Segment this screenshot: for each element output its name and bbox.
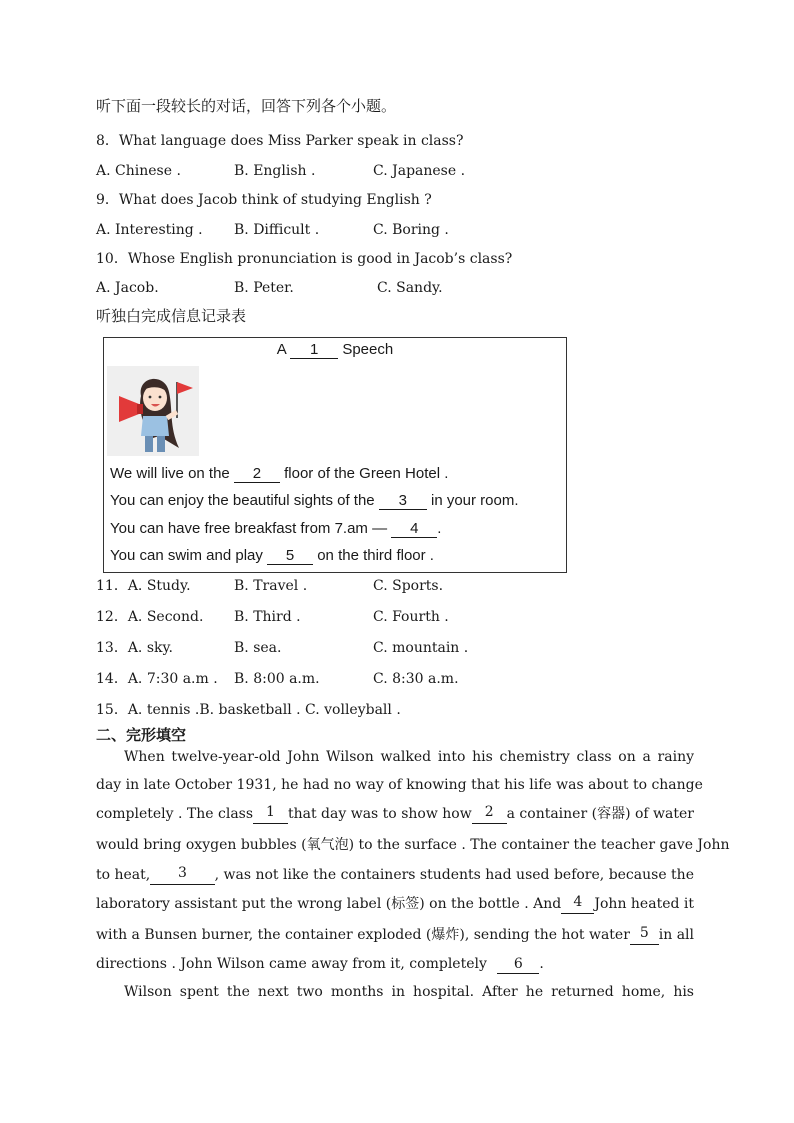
blank-3: 3: [379, 492, 427, 510]
question-10-options: [96, 278, 696, 298]
passage-line-4: would bring oxygen bubbles (氧气泡) to the surface . The container the teacher gave John: [96, 837, 730, 853]
question-8-options: [96, 161, 696, 181]
table-line-3: You can have free breakfast from 7.am — 4 .: [110, 520, 442, 537]
passage-line-7: with a Bunsen burner, the container exploded (爆炸), sending the hot water 5 in all: [96, 925, 694, 943]
option-a: A. Jacob.: [96, 280, 159, 296]
question-14-options: 14．A. 7:30 a.m . B. 8:00 a.m. C. 8:30 a.m.: [96, 671, 459, 687]
passage-line-2: day in late October 1931, he had no way of knowing that his life was about to change: [96, 777, 703, 793]
cloze-blank-4: 4: [561, 894, 594, 914]
blank-5: 5: [267, 547, 313, 565]
question-9: 9．What does Jacob think of studying English ?: [96, 192, 432, 208]
passage-line-8: directions . John Wilson came away from it, completely 6 .: [96, 956, 544, 972]
question-11-options: 11．A. Study. B. Travel . C. Sports.: [96, 578, 444, 594]
option-a: A. Chinese .: [96, 163, 181, 179]
passage-line-6: laboratory assistant put the wrong label (标签) on the bottle . And 4 John heated it: [96, 894, 694, 912]
blank-2: 2: [234, 465, 280, 483]
question-9-options: [96, 220, 696, 240]
blank-4: 4: [391, 520, 437, 538]
option-b: B. Difficult .: [234, 222, 320, 238]
question-12-options: 12．A. Second. B. Third . C. Fourth .: [96, 609, 449, 625]
question-15-options: 15．A. tennis .B. basketball . C. volleyball .: [96, 702, 401, 718]
option-b: B. Peter.: [234, 280, 294, 296]
option-c: C. Sandy.: [377, 280, 443, 296]
monologue-instruction: 听独白完成信息记录表: [96, 307, 247, 325]
table-line-2: You can enjoy the beautiful sights of the 3 in your room.: [110, 492, 519, 509]
option-a: A. Interesting .: [96, 222, 203, 238]
girl-megaphone-icon: [107, 366, 199, 456]
cloze-blank-3: 3: [150, 865, 214, 885]
cloze-blank-1: 1: [253, 804, 288, 824]
cloze-blank-5: 5: [630, 925, 659, 945]
question-8: 8．What language does Miss Parker speak in class?: [96, 133, 464, 149]
passage-line-3: completely . The class 1 that day was to show how 2 a container (容器) of water: [96, 804, 694, 822]
option-c: C. Japanese .: [373, 163, 466, 179]
question-10: 10．Whose English pronunciation is good in Jacob’s class?: [96, 251, 513, 267]
option-b: B. English .: [234, 163, 316, 179]
table-line-1: We will live on the 2 floor of the Green Hotel .: [110, 465, 449, 482]
blank-1: 1: [290, 341, 338, 359]
table-line-4: You can swim and play 5 on the third floor .: [110, 547, 434, 564]
cloze-blank-6: 6: [497, 956, 539, 974]
question-13-options: 13．A. sky. B. sea. C. mountain .: [96, 640, 469, 656]
passage-line-9: Wilson spent the next two months in hospital. After he returned home, his: [124, 984, 694, 1000]
girl-megaphone-illustration: [107, 366, 199, 456]
option-c: C. Boring .: [373, 222, 449, 238]
info-record-table: [103, 337, 567, 573]
cloze-blank-2: 2: [472, 804, 507, 824]
passage-line-1: When twelve-year-old John Wilson walked into his chemistry class on a rainy: [124, 749, 694, 765]
dialogue-instruction: 听下面一段较长的对话，回答下列各个小题。: [96, 97, 397, 115]
passage-line-5: to heat, 3 , was not like the containers students had used before, because the: [96, 865, 694, 883]
table-title: A 1 Speech: [276, 341, 394, 358]
section-two-heading: 二、完形填空: [96, 726, 187, 744]
